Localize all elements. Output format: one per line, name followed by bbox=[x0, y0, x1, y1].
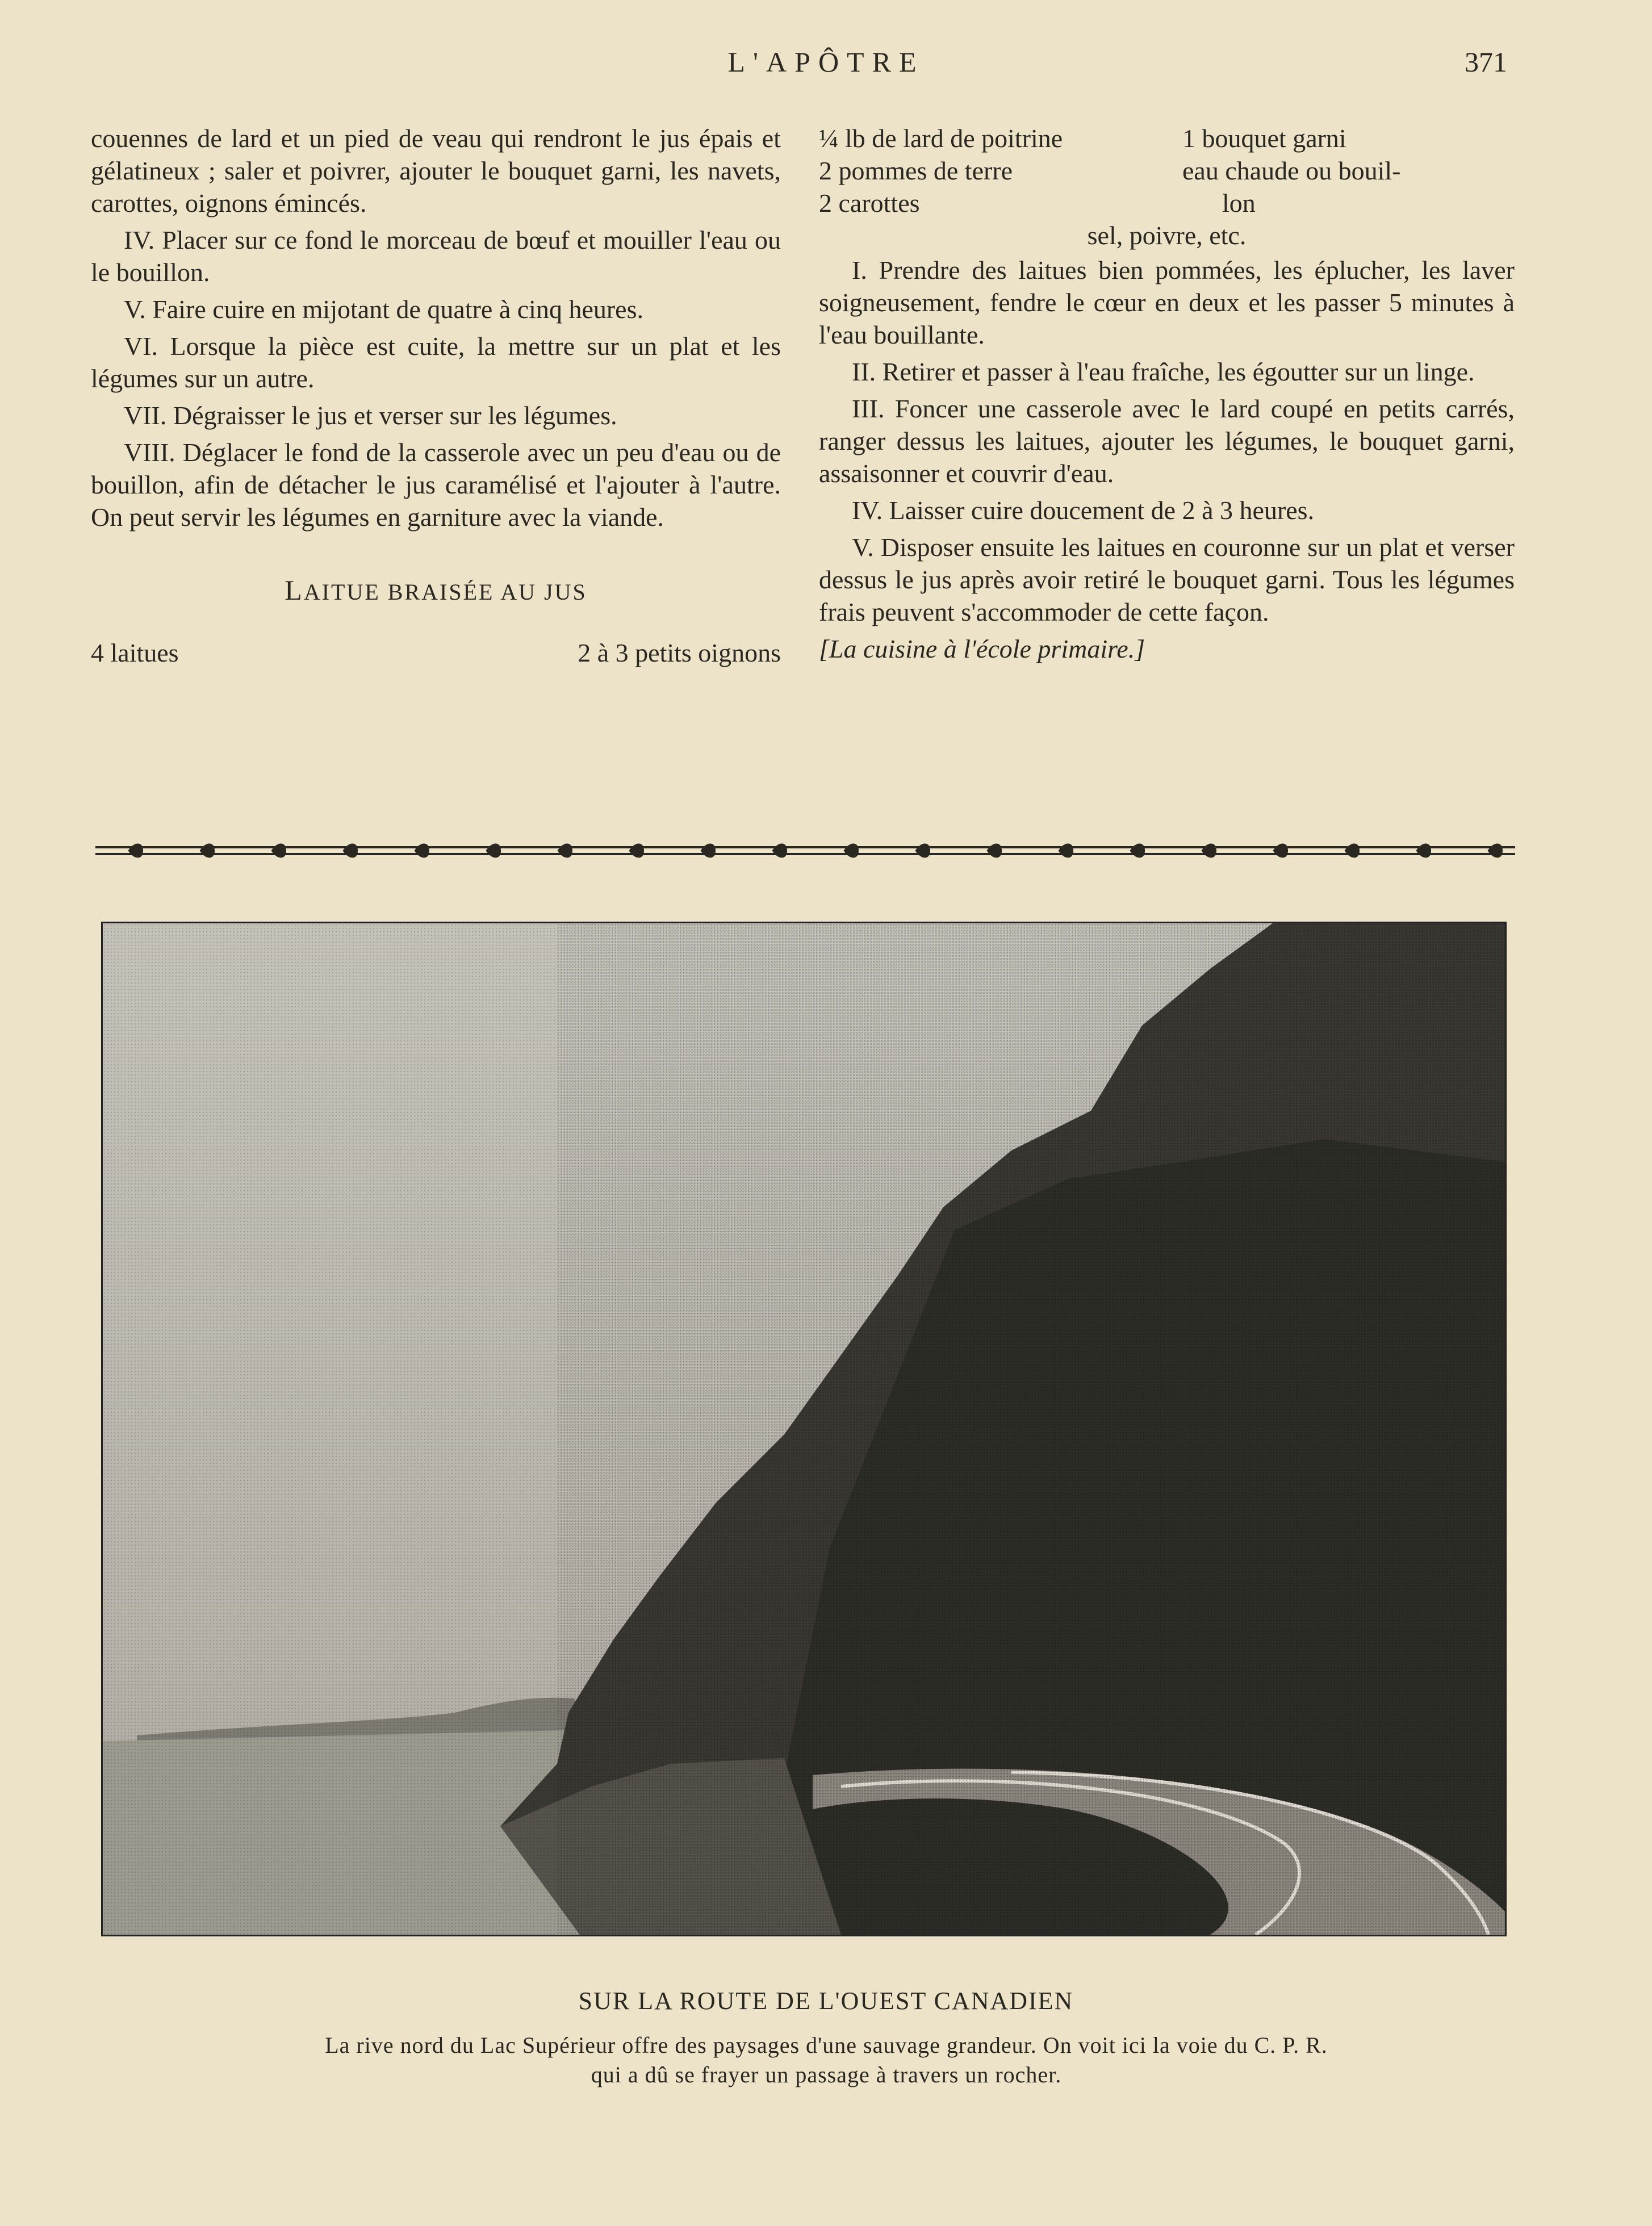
step-vi: VI. Lorsque la pièce est cuite, la mettre sur un plat et les légumes sur un autre. bbox=[91, 332, 781, 393]
photo-caption-title: SUR LA ROUTE DE L'OUEST CANADIEN bbox=[578, 1987, 1074, 2015]
landscape-photograph bbox=[101, 922, 1507, 1936]
recipe-title-text: LAITUE BRAISÉE AU JUS bbox=[285, 574, 587, 606]
step-iv: IV. Placer sur ce fond le morceau de bœuf et mouiller l'eau ou le bouillon. bbox=[91, 225, 781, 287]
step-ii: II. Retirer et passer à l'eau fraîche, les égoutter sur un linge. bbox=[852, 357, 1475, 386]
caption-line: qui a dû se frayer un passage à travers un rocher. bbox=[591, 2062, 1062, 2087]
ingredient-laitues: 4 laitues bbox=[91, 638, 179, 667]
step-v-right: V. Disposer ensuite les laitues en couronne sur un plat et verser dessus le jus après avoir retiré le bouquet garni. Tous les légumes frais peuvent s'accommoder de cette façon. bbox=[819, 533, 1515, 626]
ingredients-list bbox=[819, 122, 1515, 219]
running-title: L'APÔTRE bbox=[727, 46, 925, 78]
right-column bbox=[819, 122, 1515, 670]
ingredient-oignons: 2 à 3 petits oignons bbox=[578, 638, 781, 667]
ingredients-row bbox=[91, 637, 781, 669]
source-citation bbox=[819, 633, 1515, 665]
step-iv-right: IV. Laisser cuire doucement de 2 à 3 heures. bbox=[852, 496, 1315, 525]
left-column bbox=[91, 122, 781, 669]
ingredient-item: eau chaude ou bouil- bbox=[1182, 156, 1401, 185]
photo-illustration bbox=[103, 923, 1505, 1935]
ingredient-item: ¼ lb de lard de poitrine bbox=[819, 124, 1063, 153]
step-vii: VII. Dégraisser le jus et verser sur les légumes. bbox=[124, 401, 617, 430]
ingredient-item: 1 bouquet garni bbox=[1182, 124, 1346, 153]
step-iii: III. Foncer une casserole avec le lard coupé en petits carrés, ranger dessus les laitues, ajouter les légumes, le bouquet garni, assaisonner et couvrir d'eau. bbox=[819, 394, 1515, 488]
ingredient-item: lon bbox=[1222, 189, 1256, 217]
source-text: [La cuisine à l'école primaire.] bbox=[819, 634, 1145, 663]
step-v: V. Faire cuire en mijotant de quatre à cinq heures. bbox=[124, 295, 643, 324]
photo-caption bbox=[142, 2031, 1511, 2090]
ornamental-divider bbox=[95, 840, 1515, 861]
paragraph-continuation: couennes de lard et un pied de veau qui rendront le jus épais et gélatineux ; saler et poivrer, ajouter le bouquet garni, les navets, carottes, oignons émincés. bbox=[91, 124, 781, 217]
recipe-title bbox=[91, 574, 781, 608]
step-i: I. Prendre des laitues bien pommées, les éplucher, les laver soigneusement, fendre le cœur en deux et les passer 5 minutes à l'eau bouillante. bbox=[819, 256, 1515, 349]
step-viii: VIII. Déglacer le fond de la casserole avec un peu d'eau ou de bouillon, afin de détacher le jus caramélisé et l'ajouter à l'autre. On peut servir les légumes en garniture avec la viande. bbox=[91, 438, 781, 532]
ingredient-item: 2 pommes de terre bbox=[819, 156, 1013, 185]
page-number: 371 bbox=[1465, 46, 1507, 78]
caption-line: La rive nord du Lac Supérieur offre des paysages d'une sauvage grandeur. On voit ici la voie du C. P. R. bbox=[325, 2032, 1328, 2058]
ingredient-item: 2 carottes bbox=[819, 189, 920, 217]
ingredient-seasoning: sel, poivre, etc. bbox=[1087, 221, 1247, 250]
